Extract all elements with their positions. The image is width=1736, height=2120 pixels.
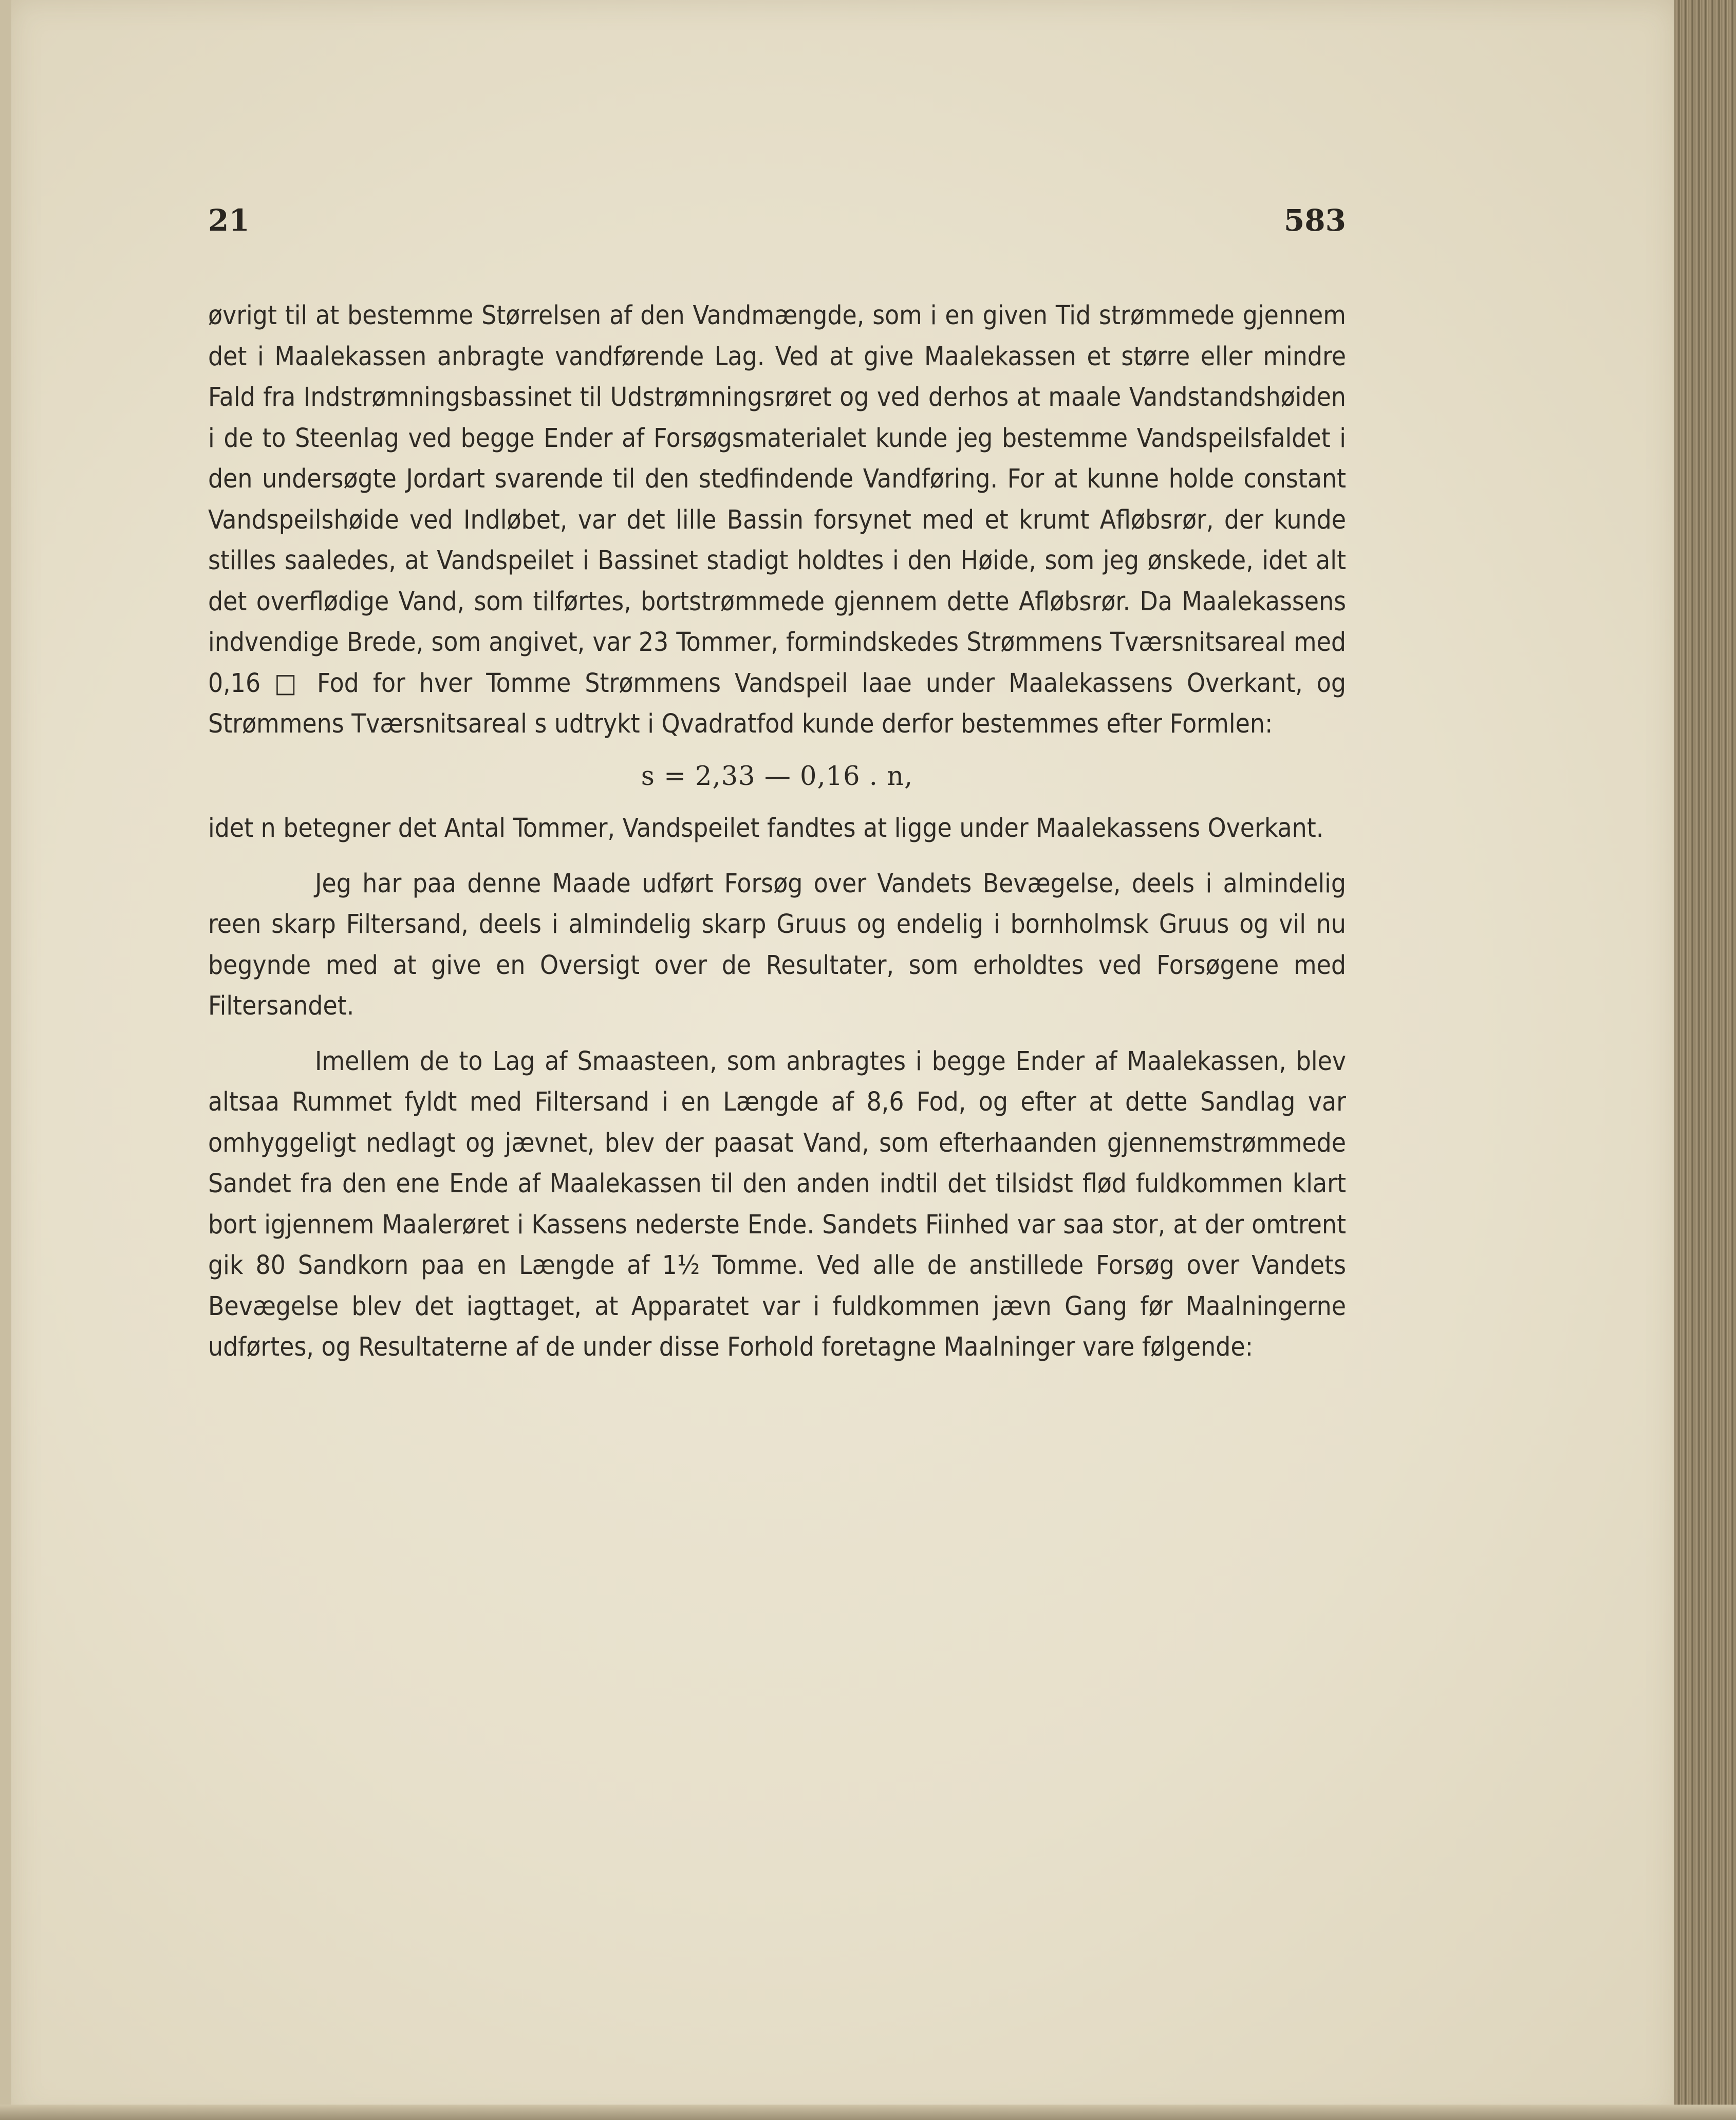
body-text xyxy=(208,295,1346,1368)
paragraph-2: idet n betegner det Antal Tommer, Vandspeilet fandtes at ligge under Maalekassens Overkant. xyxy=(208,813,1324,843)
paragraph-1: øvrigt til at bestemme Størrelsen af den Vandmængde, som i en given Tid strømmede gjennem det i Maalekassen anbragte vandførende Lag. Ved at give Maalekassen et større eller mindre Fald fra Indstrømningsbassinet til Udstrømningsrøret og ved derhos at maale Vandstandshøiden i de to Steenlag ved begge Ender af Forsøgsmaterialet kunde jeg bestemme Vandspeilsfaldet i den undersøgte Jordart svarende til den stedfindende Vandføring. For at kunne holde constant Vandspeilshøide ved Indløbet, var det lille Bassin forsynet med et krumt Afløbsrør, der kunde stilles saaledes, at Vandspeilet i Bassinet stadigt holdtes i den Høide, som jeg ønskede, idet alt det overflødige Vand, som tilførtes, bortstrømmede gjennem dette Afløbsrør. Da Maalekassens indvendige Brede, som angivet, var 23 Tommer, formindskedes Strømmens Tværsnitsareal med 0,16 □ Fod for hver Tomme Strømmens Vandspeil laae under Maalekassens Overkant, og Strømmens Tværsnitsareal s udtrykt i Qvadratfod kunde derfor bestemmes efter Formlen: xyxy=(208,301,1346,739)
paragraph-4: Imellem de to Lag af Smaasteen, som anbragtes i begge Ender af Maalekassen, blev altsaa Rummet fyldt med Filtersand i en Længde af 8,6 Fod, og efter at dette Sandlag var omhyggeligt nedlagt og jævnet, blev der paasat Vand, som efterhaanden gjennemstrømmede Sandet fra den ene Ende af Maalekassen til den anden indtil det tilsidst flød fuldkommen klart bort igjennem Maalerøret i Kassens nederste Ende. Sandets Fiinhed var saa stor, at der omtrent gik 80 Sandkorn paa en Længde af 1½ Tomme. Ved alle de anstillede Forsøg over Vandets Bevægelse blev det iagttaget, at Apparatet var i fuldkommen jævn Gang før Maalningerne udførtes, og Resultaterne af de under disse Forhold foretagne Maalninger vare følgende: xyxy=(208,1046,1346,1362)
formula: s = 2,33 — 0,16 . n, xyxy=(641,761,913,792)
book-page xyxy=(11,0,1676,2120)
right-page-number: 583 xyxy=(1283,203,1346,238)
paragraph-3: Jeg har paa denne Maade udført Forsøg over Vandets Bevægelse, deels i almindelig reen skarp Filtersand, deels i almindelig skarp Gruus og endelig i bornholmsk Gruus og vil nu begynde med at give en Oversigt over de Resultater, som erholdtes ved Forsøgene med Filtersandet. xyxy=(208,868,1346,1021)
book-page-edges xyxy=(1674,0,1736,2120)
left-page-number: 21 xyxy=(208,203,250,238)
scan-bottom-edge xyxy=(0,2105,1736,2120)
running-head xyxy=(208,203,1346,244)
